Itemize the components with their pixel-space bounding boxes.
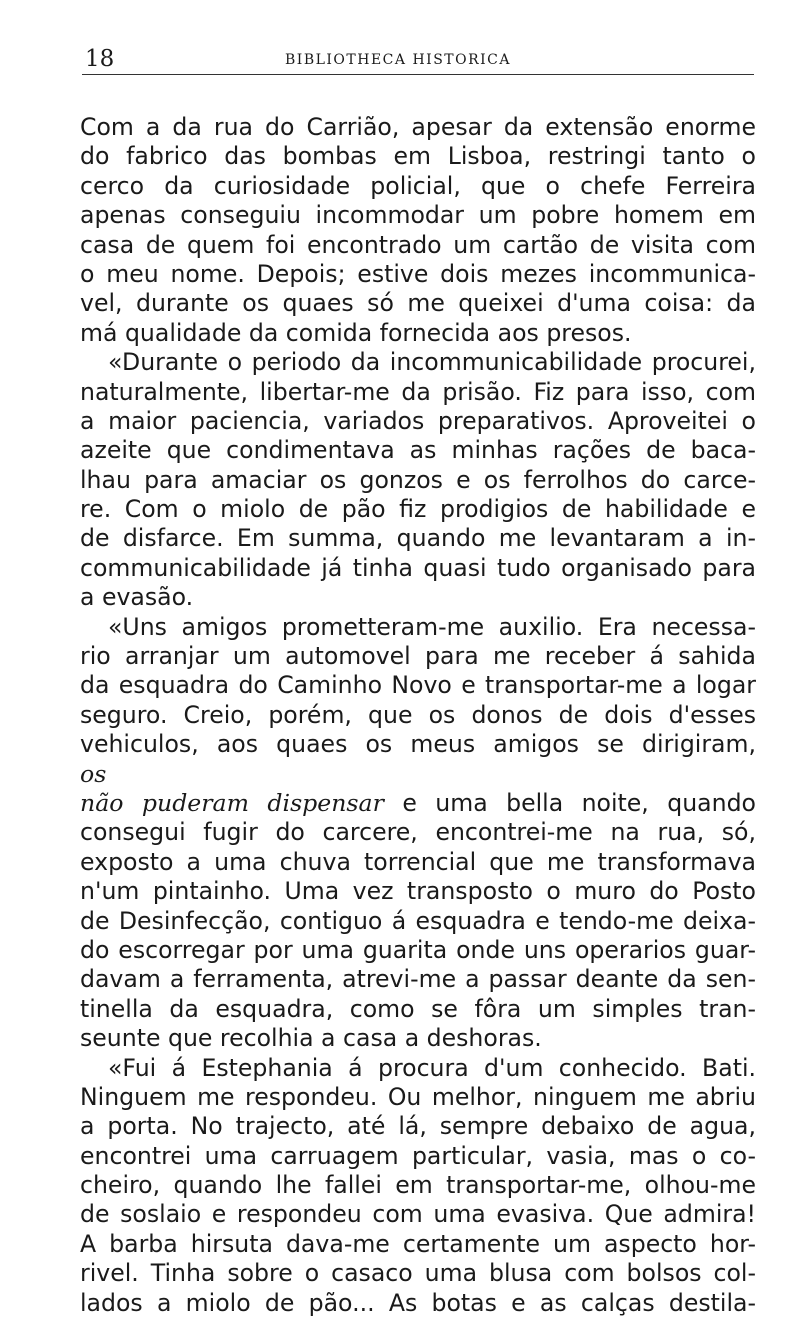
text-line: apenas conseguiu incommodar um pobre homem em [80, 201, 756, 230]
text-line-mixed [80, 789, 756, 818]
text-line: de Desinfecção, contiguo á esquadra e tendo-me deixa- [80, 906, 756, 935]
italic-phrase: não puderam dispensar [80, 788, 384, 817]
text-line: seguro. Creio, porém, que os donos de dois d'esses [80, 700, 756, 729]
text-line: consegui fugir do carcere, encontrei-me na rua, só, [80, 818, 756, 847]
text-line: de disfarce. Em summa, quando me levantaram a in- [80, 524, 756, 553]
text-line: da esquadra do Caminho Novo e transportar-me a logar [80, 671, 756, 700]
running-head: BIBLIOTHECA HISTORICA [285, 52, 511, 68]
text-line: A barba hirsuta dava-me certamente um aspecto hor- [80, 1229, 756, 1258]
page-header [85, 44, 755, 76]
text-line: «Fui á Estephania á procura d'um conhecido. Bati. [108, 1053, 756, 1082]
text-line: cheiro, quando lhe fallei em transportar-me, olhou-me [80, 1171, 756, 1200]
text-line: do fabrico das bombas em Lisboa, restringi tanto o [80, 142, 756, 171]
text-line: má qualidade da comida fornecida aos presos. [80, 318, 632, 347]
text-line: a evasão. [80, 583, 194, 612]
text-line: n'um pintainho. Uma vez transposto o muro do Posto [80, 877, 756, 906]
text-line: cerco da curiosidade policial, que o chefe Ferreira [80, 171, 756, 200]
text-line: rio arranjar um automovel para me receber á sahida [80, 642, 756, 671]
text-line: rivel. Tinha sobre o casaco uma blusa com bolsos col- [80, 1259, 756, 1288]
text-line: vehiculos, aos quaes os meus amigos se dirigiram, [80, 730, 756, 759]
text-line: communicabilidade já tinha quasi tudo organisado para [80, 553, 756, 582]
text-line: tinella da esquadra, como se fôra um simples tran- [80, 994, 756, 1023]
text-line: azeite que condimentava as minhas rações de baca- [80, 436, 756, 465]
text-line: Com a da rua do Carrião, apesar da extensão enorme [80, 113, 756, 141]
text-line: seunte que recolhia a casa a deshoras. [80, 1024, 542, 1053]
text-line: «Durante o periodo da incommunicabilidade procurei, [108, 348, 756, 377]
italic-phrase-start: os [80, 759, 107, 788]
text-line: davam a ferramenta, atrevi-me a passar deante da sen- [80, 965, 756, 994]
text-line: lhau para amaciar os gonzos e os ferrolhos do carce- [80, 465, 756, 494]
text-line: o meu nome. Depois; estive dois mezes incommunica- [80, 259, 756, 288]
text-line: encontrei uma carruagem particular, vasia, mas o co- [80, 1141, 756, 1170]
header-rule [82, 74, 754, 75]
text-line: casa de quem foi encontrado um cartão de visita com [80, 230, 756, 259]
text-line: re. Com o miolo de pão fiz prodigios de habilidade e [80, 495, 756, 524]
text-line: lados a miolo de pão... As botas e as calças destila- [80, 1288, 756, 1317]
text-line: naturalmente, libertar-me da prisão. Fiz para isso, com [80, 377, 756, 406]
text-line: do escorregar por uma guarita onde uns operarios guar- [80, 935, 756, 964]
text-fragment: e uma bella noite, quando [402, 788, 756, 817]
page-number: 18 [85, 46, 115, 72]
text-line: Ninguem me respondeu. Ou melhor, ninguem me abriu [80, 1082, 756, 1111]
text-line: exposto a uma chuva torrencial que me transformava [80, 847, 756, 876]
text-line: «Uns amigos prometteram-me auxilio. Era necessa- [108, 612, 756, 641]
text-line-mixed [80, 760, 756, 789]
text-line: vel, durante os quaes só me queixei d'uma coisa: da [80, 289, 756, 318]
text-line: a porta. No trajecto, até lá, sempre debaixo de agua, [80, 1112, 756, 1141]
text-line: a maior paciencia, variados preparativos. Aproveitei o [80, 406, 756, 435]
body-text [80, 113, 756, 1318]
text-line: de soslaio e respondeu com uma evasiva. Que admira! [80, 1200, 756, 1229]
